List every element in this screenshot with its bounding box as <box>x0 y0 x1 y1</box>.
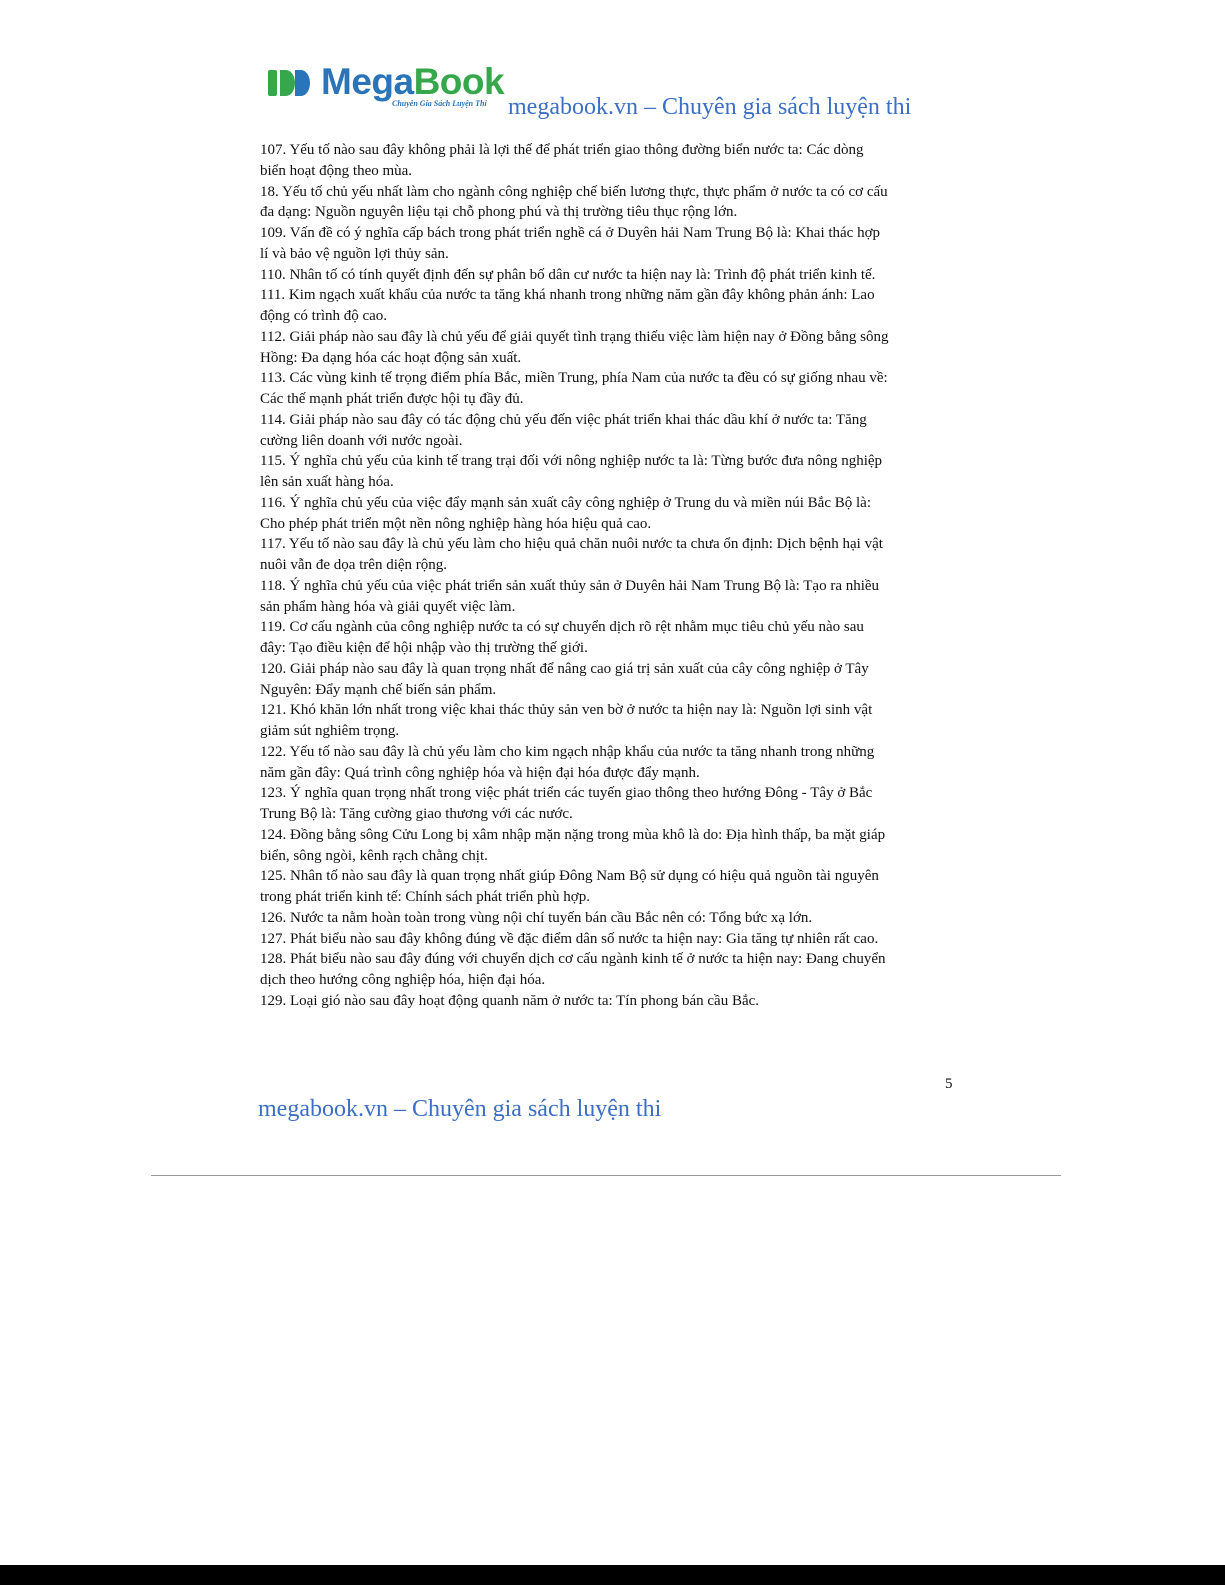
logo-mega-text: Mega <box>321 61 414 102</box>
list-item: 124. Đồng bằng sông Cửu Long bị xâm nhập mặn nặng trong mùa khô là do: Địa hình thấp, ba mặt giáp biển, sông ngòi, kênh rạch chằng chịt. <box>260 826 886 864</box>
list-item: 113. Các vùng kinh tế trọng điểm phía Bắc, miền Trung, phía Nam của nước ta đều có sự giống nhau về: Các thế mạnh phát triển được hội tụ đầy đủ. <box>260 370 888 407</box>
list-item: 125. Nhân tố nào sau đây là quan trọng nhất giúp Đông Nam Bộ sử dụng có hiệu quả nguồn tài nguyên trong phát triển kinh tế: Chính sách phát triển phù hợp. <box>260 868 879 905</box>
list-item: 18. Yếu tố chủ yếu nhất làm cho ngành công nghiệp chế biến lương thực, thực phẩm ở nước ta có cơ cấu đa dạng: Nguồn nguyên liệu tại chỗ phong phú và thị trường tiêu thục rộng lớn. <box>260 183 888 221</box>
logo-bars-icon <box>268 70 318 96</box>
list-item: 123. Ý nghĩa quan trọng nhất trong việc phát triển các tuyến giao thông theo hướng Đông - Tây ở Bắc Trung Bộ là: Tăng cường giao thương với các nước. <box>260 785 873 822</box>
list-item: 120. Giải pháp nào sau đây là quan trọng nhất để nâng cao giá trị sản xuất của cây công nghiệp ở Tây Nguyên: Đẩy mạnh chế biến sản phẩm. <box>260 660 869 698</box>
list-item: 112. Giải pháp nào sau đây là chủ yếu để giải quyết tình trạng thiếu việc làm hiện nay ở Đồng bằng sông Hồng: Đa dạng hóa các hoạt động sản xuất. <box>260 328 889 366</box>
logo-wordmark <box>321 60 504 104</box>
megabook-logo <box>268 61 505 112</box>
list-item: 117. Yếu tố nào sau đây là chủ yếu làm cho hiệu quả chăn nuôi nước ta chưa ổn định: Dịch bệnh hại vật nuôi vẫn đe dọa trên diện rộng. <box>260 536 883 573</box>
list-item: 111. Kim ngạch xuất khẩu của nước ta tăng khá nhanh trong những năm gần đây không phản ánh: Lao động có trình độ cao. <box>260 287 875 324</box>
list-item: 128. Phát biểu nào sau đây đúng với chuyển dịch cơ cấu ngành kinh tế ở nước ta hiện nay: Đang chuyển dịch theo hướng công nghiệp hóa, hiện đại hóa. <box>260 951 886 988</box>
page-divider <box>151 1175 1061 1176</box>
logo-book-text: Book <box>413 61 505 102</box>
footer-site-text: megabook.vn – Chuyên gia sách luyện thi <box>258 1096 662 1122</box>
list-item: 126. Nước ta nằm hoàn toàn trong vùng nội chí tuyến bán cầu Bắc nên có: Tổng bức xạ lớn. <box>260 909 813 926</box>
list-item: 121. Khó khăn lớn nhất trong việc khai thác thủy sản ven bờ ở nước ta hiện nay là: Nguồn lợi sinh vật giảm sút nghiêm trọng. <box>260 702 873 739</box>
bottom-edge-strip <box>0 1565 1225 1585</box>
list-item: 116. Ý nghĩa chủ yếu của việc đẩy mạnh sản xuất cây công nghiệp ở Trung du và miền núi Bắc Bộ là: Cho phép phát triển một nền nông nghiệp hàng hóa hiệu quả cao. <box>260 494 871 532</box>
logo-tagline: Chuyên Gia Sách Luyện Thi <box>392 99 487 108</box>
list-item: 119. Cơ cấu ngành của công nghiệp nước ta có sự chuyển dịch rõ rệt nhằm mục tiêu chủ yếu nào sau đây: Tạo điều kiện để hội nhập vào thị trường thế giới. <box>260 619 864 656</box>
page-number: 5 <box>945 1076 953 1092</box>
list-item: 107. Yếu tố nào sau đây không phải là lợi thế để phát triển giao thông đường biển nước ta: Các dòng biển hoạt động theo mùa. <box>260 142 864 179</box>
list-item: 114. Giải pháp nào sau đây có tác động chủ yếu đến việc phát triển khai thác dầu khí ở nước ta: Tăng cường liên doanh với nước ngoài. <box>260 411 867 449</box>
list-item: 129. Loại gió nào sau đây hoạt động quanh năm ở nước ta: Tín phong bán cầu Bắc. <box>260 992 760 1009</box>
page-header <box>262 60 922 130</box>
list-item: 127. Phát biểu nào sau đây không đúng về đặc điểm dân số nước ta hiện nay: Gia tăng tự nhiên rất cao. <box>260 930 879 947</box>
question-list <box>260 140 890 1012</box>
list-item: 115. Ý nghĩa chủ yếu của kinh tế trang trại đối với nông nghiệp nước ta là: Từng bước đưa nông nghiệp lên sản xuất hàng hóa. <box>260 453 883 490</box>
header-site-text: megabook.vn – Chuyên gia sách luyện thi <box>508 94 912 120</box>
list-item: 109. Vấn đề có ý nghĩa cấp bách trong phát triển nghề cá ở Duyên hải Nam Trung Bộ là: Khai thác hợp lí và bảo vệ nguồn lợi thủy sản. <box>260 225 881 262</box>
list-item: 122. Yếu tố nào sau đây là chủ yếu làm cho kim ngạch nhập khẩu của nước ta tăng nhanh trong những năm gần đây: Quá trình công nghiệp hóa và hiện đại hóa được đẩy mạnh. <box>260 743 875 781</box>
list-item: 118. Ý nghĩa chủ yếu của việc phát triển sản xuất thủy sản ở Duyên hải Nam Trung Bộ là: Tạo ra nhiều sản phẩm hàng hóa và giải quyết việc làm. <box>260 577 880 615</box>
list-item: 110. Nhân tố có tính quyết định đến sự phân bố dân cư nước ta hiện nay là: Trình độ phát triển kinh tế. <box>260 266 876 283</box>
